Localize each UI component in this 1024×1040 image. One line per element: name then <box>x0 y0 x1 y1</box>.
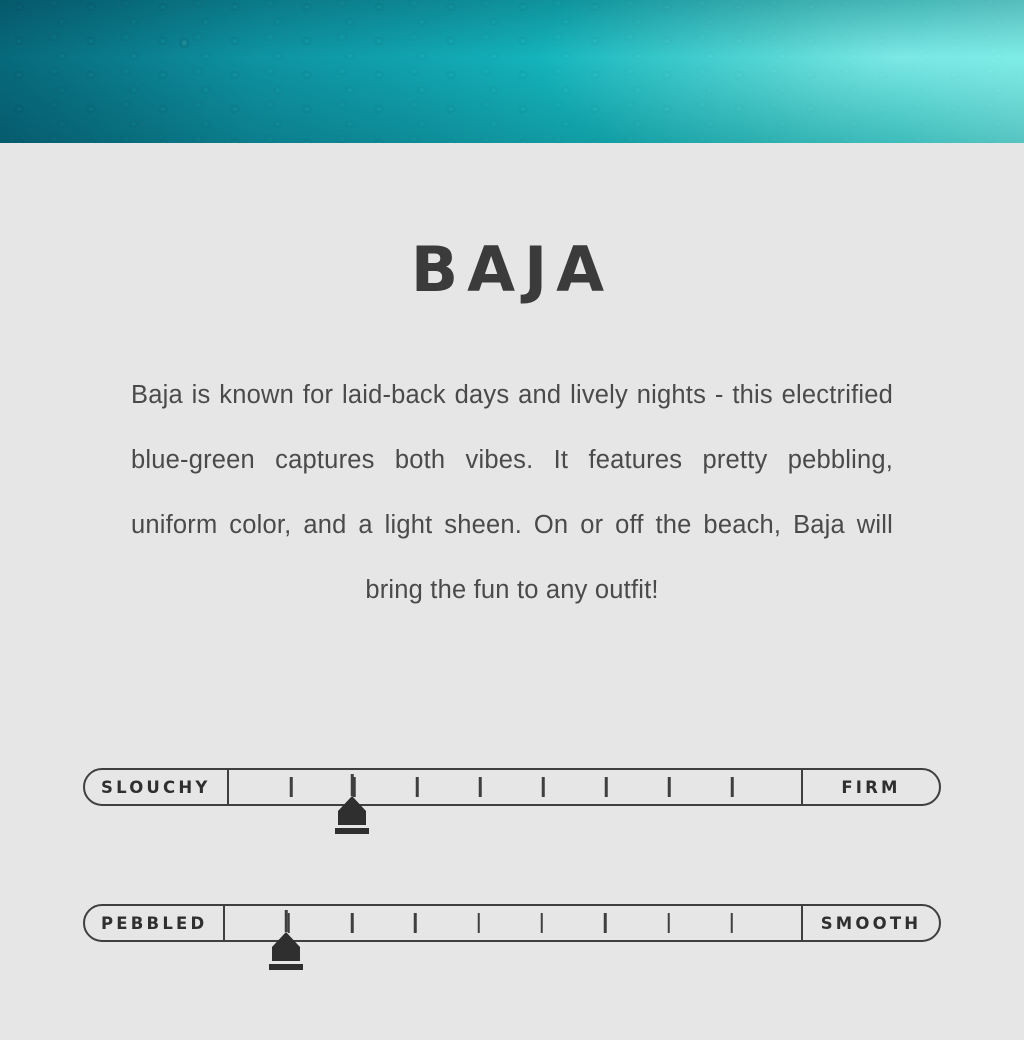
slider-tick <box>667 913 670 933</box>
slider-tick <box>542 777 545 797</box>
slider-structure-ticks <box>229 770 801 804</box>
slider-tick <box>416 777 419 797</box>
slider-tick <box>605 777 608 797</box>
slider-texture[interactable] <box>83 904 941 984</box>
slider-tick <box>414 913 417 933</box>
slider-handle-body <box>272 947 300 961</box>
slider-tick <box>290 777 293 797</box>
page-title: BAJA <box>410 233 614 306</box>
slider-structure[interactable] <box>83 768 941 848</box>
slider-texture-left-label: PEBBLED <box>85 906 225 940</box>
slider-structure-left-label: SLOUCHY <box>85 770 229 804</box>
attribute-sliders <box>0 768 1024 1040</box>
slider-structure-track[interactable] <box>83 768 941 806</box>
slider-tick <box>287 913 290 933</box>
leather-edge-shadow <box>0 0 1024 143</box>
slider-tick <box>731 913 734 933</box>
slider-tick <box>541 913 544 933</box>
slider-handle-foot <box>335 828 369 834</box>
slider-structure-right-label: FIRM <box>801 770 939 804</box>
slider-tick <box>604 913 607 933</box>
slider-handle-body <box>338 811 366 825</box>
slider-tick <box>668 777 671 797</box>
leather-swatch-image <box>0 0 1024 143</box>
slider-texture-track[interactable] <box>83 904 941 942</box>
color-info-card <box>0 143 1024 1024</box>
slider-tick <box>731 777 734 797</box>
slider-texture-right-label: SMOOTH <box>801 906 939 940</box>
slider-tick <box>351 913 354 933</box>
slider-texture-ticks <box>225 906 801 940</box>
slider-handle-foot <box>269 964 303 970</box>
slider-tick <box>479 777 482 797</box>
slider-tick <box>353 777 356 797</box>
slider-tick <box>477 913 480 933</box>
color-description: Baja is known for laid-back days and lively nights - this electrified blue-green captures both vibes. It features pretty pebbling, uniform color, and a light sheen. On or off the beach, Baja will bring the fun to any outfit! <box>131 381 893 604</box>
